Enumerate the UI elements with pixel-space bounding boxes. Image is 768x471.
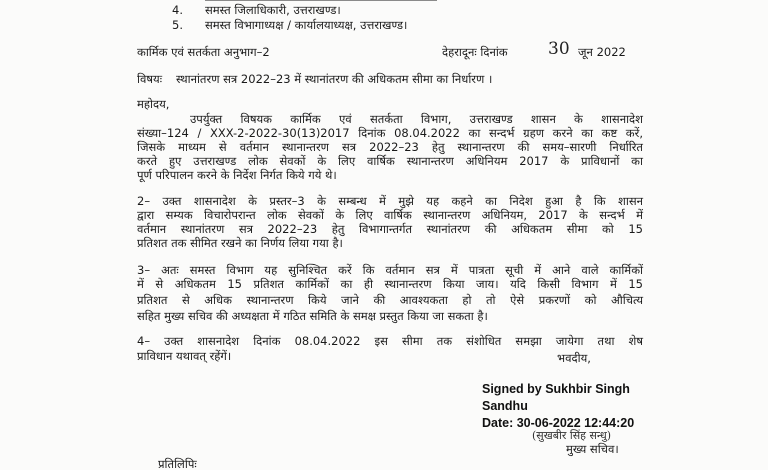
date-day-handwritten: 30 xyxy=(548,39,570,59)
subject-label: विषयः xyxy=(137,72,163,86)
closing-text: भवदीय, xyxy=(557,351,591,365)
list-num: 4. xyxy=(172,3,183,17)
date-place: देहरादूनः दिनांक xyxy=(442,45,508,59)
paragraph-line: प्रतिशत तक सीमित रखने का निर्णय लिया गया है। xyxy=(137,236,343,250)
paragraph-line: 2– उक्त शासनादेश के प्रस्तर–3 के सम्बन्ध में मुझे यह कहने का निदेश हुआ है कि शासन xyxy=(137,194,643,208)
paragraph-line: सहित मुख्य सचिव की अध्यक्षता में गठित समिति के समक्ष प्रस्तुत किया जा सकता है। xyxy=(137,309,488,323)
designation: मुख्य सचिव। xyxy=(566,442,619,456)
paragraph-line: प्राविधान यथावत् रहेंगें। xyxy=(137,349,232,363)
section-name: कार्मिक एवं सतर्कता अनुभाग–2 xyxy=(137,45,270,59)
paragraph-line: 4– उक्त शासनादेश दिनांक 08.04.2022 इस सीमा तक संशोधित समझा जायेगा तथा शेष xyxy=(137,334,643,348)
paragraph-line: संख्या–124 / XXX-2-2022-30(13)2017 दिनांक 08.04.2022 का सन्दर्भ ग्रहण करने का कष्ट करें, xyxy=(137,126,643,140)
paragraph-line: वर्तमान स्थानांतरण सत्र 2022–23 हेतु विभागान्तर्गत स्थानांतरण की अधिकतम सीमा को 15 xyxy=(137,222,643,236)
paragraph-line: करते हुए उत्तराखण्ड लोक सेवकों के लिए वार्षिक स्थानान्तरण अधिनियम 2017 के प्राविधानों का xyxy=(137,154,643,168)
signature-line-1: Signed by Sukhbir Singh xyxy=(482,382,630,396)
signature-date: Date: 30-06-2022 12:44:20 xyxy=(482,416,635,430)
date-month-year: जून 2022 xyxy=(578,45,626,59)
paragraph-line: 3– अतः समस्त विभाग यह सुनिश्चित करें कि वर्तमान सत्र में पात्रता सूची में आने वाले कार्मिकों xyxy=(137,263,643,277)
subject-text: स्थानांतरण सत्र 2022–23 में स्थानांतरण की अधिकतम सीमा का निर्धारण । xyxy=(176,72,493,86)
list-num: 5. xyxy=(172,18,183,32)
signature-line-2: Sandhu xyxy=(482,399,528,413)
handwritten-name: (सुखबीर सिंह सन्धु) xyxy=(532,429,612,442)
list-item: समस्त विभागाध्यक्ष / कार्यालयाध्यक्ष, उत्तराखण्ड। xyxy=(205,18,408,32)
paragraph-line: पूर्ण परिपालन करने के निर्देश निर्गत किये गये थे। xyxy=(137,168,337,182)
list-item: समस्त जिलाधिकारी, उत्तराखण्ड। xyxy=(205,3,341,17)
copy-label: प्रतिलिपिः xyxy=(158,457,197,471)
paragraph-line: में से अधिकतम 15 प्रतिशत कार्मिकों का ही स्थानान्तरण किया जाय। यदि किसी विभाग में 15 xyxy=(137,277,643,291)
salutation: महोदय, xyxy=(137,97,170,111)
paragraph-line: उपर्युक्त विषयक कार्मिक एवं सतर्कता विभाग, उत्तराखण्ड शासन के शासनादेश xyxy=(190,112,643,126)
paragraph-line: जिसके माध्यम से वर्तमान स्थानान्तरण सत्र 2022–23 हेतु स्थानान्तरण की समय–सारणी निर्धारित xyxy=(137,140,643,154)
cut-off-line xyxy=(205,0,437,1)
paragraph-line: प्रतिशत से अधिक स्थानान्तरण किये जाने की आवश्यकता हो तो ऐसे प्रकरणों को औचित्य xyxy=(137,293,643,307)
paragraph-line: द्वारा सम्यक विचारोपरान्त लोक सेवकों के लिए वार्षिक स्थानान्तरण अधिनियम, 2017 के सन्दर्भ में xyxy=(137,208,643,222)
